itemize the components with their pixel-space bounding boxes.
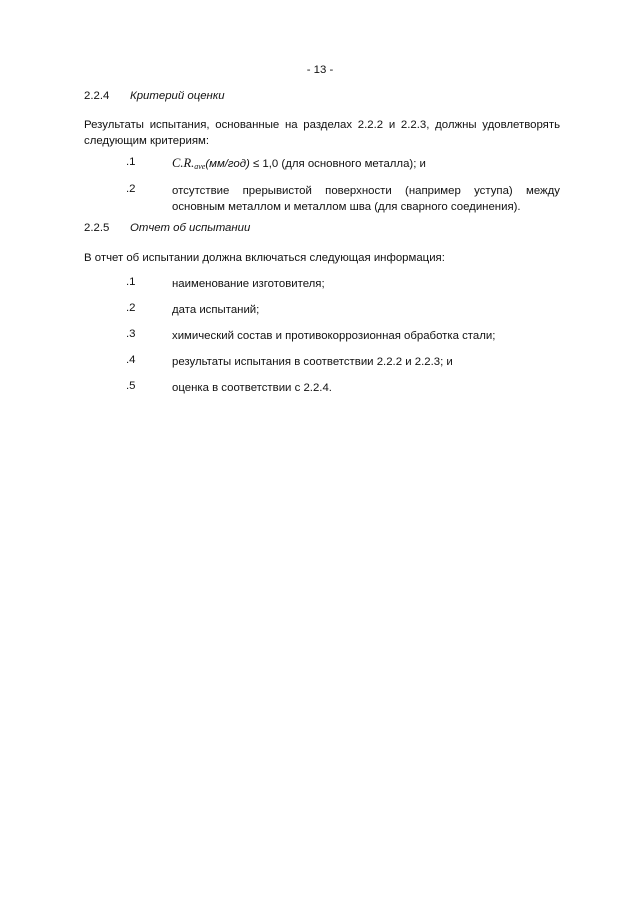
section-number: 2.2.4	[84, 90, 110, 102]
section-number: 2.2.5	[84, 222, 110, 234]
corrosion-rate-unit: (мм/год)	[205, 158, 250, 170]
item-text	[172, 155, 560, 175]
section-2-2-4-intro: Результаты испытания, основанные на разделах 2.2.2 и 2.2.3, должны удовлетворять следующим критериям:	[84, 119, 560, 147]
item-text: наименование изготовителя;	[172, 278, 325, 290]
item-text: дата испытаний;	[172, 304, 260, 316]
section-2-2-5-intro: В отчет об испытании должна включаться следующая информация:	[84, 252, 445, 264]
item-number: .2	[126, 302, 136, 314]
section-title: Отчет об испытании	[130, 222, 251, 234]
item-number: .5	[126, 380, 136, 392]
page-number: - 13 -	[306, 64, 334, 76]
corrosion-rate-symbol: C.R.	[172, 156, 195, 170]
item-text: результаты испытания в соответствии 2.2.2 и 2.2.3; и	[172, 356, 453, 368]
item-number: .1	[126, 276, 136, 288]
item-number: .2	[126, 183, 136, 195]
section-title: Критерий оценки	[130, 90, 225, 102]
section-heading-2-2-5	[84, 222, 564, 234]
item-number: .4	[126, 354, 136, 366]
item-number: .1	[126, 156, 136, 168]
item-number: .3	[126, 328, 136, 340]
item-text: химический состав и противокоррозионная обработка стали;	[172, 330, 496, 342]
corrosion-rate-subscript: ave	[194, 162, 206, 171]
section-heading-2-2-4	[84, 90, 564, 102]
item-text: отсутствие прерывистой поверхности (например уступа) между основным металлом и металлом шва (для сварного соединения).	[172, 185, 560, 213]
criterion-condition: ≤ 1,0 (для основного металла); и	[249, 158, 426, 170]
item-text: оценка в соответствии с 2.2.4.	[172, 382, 332, 394]
